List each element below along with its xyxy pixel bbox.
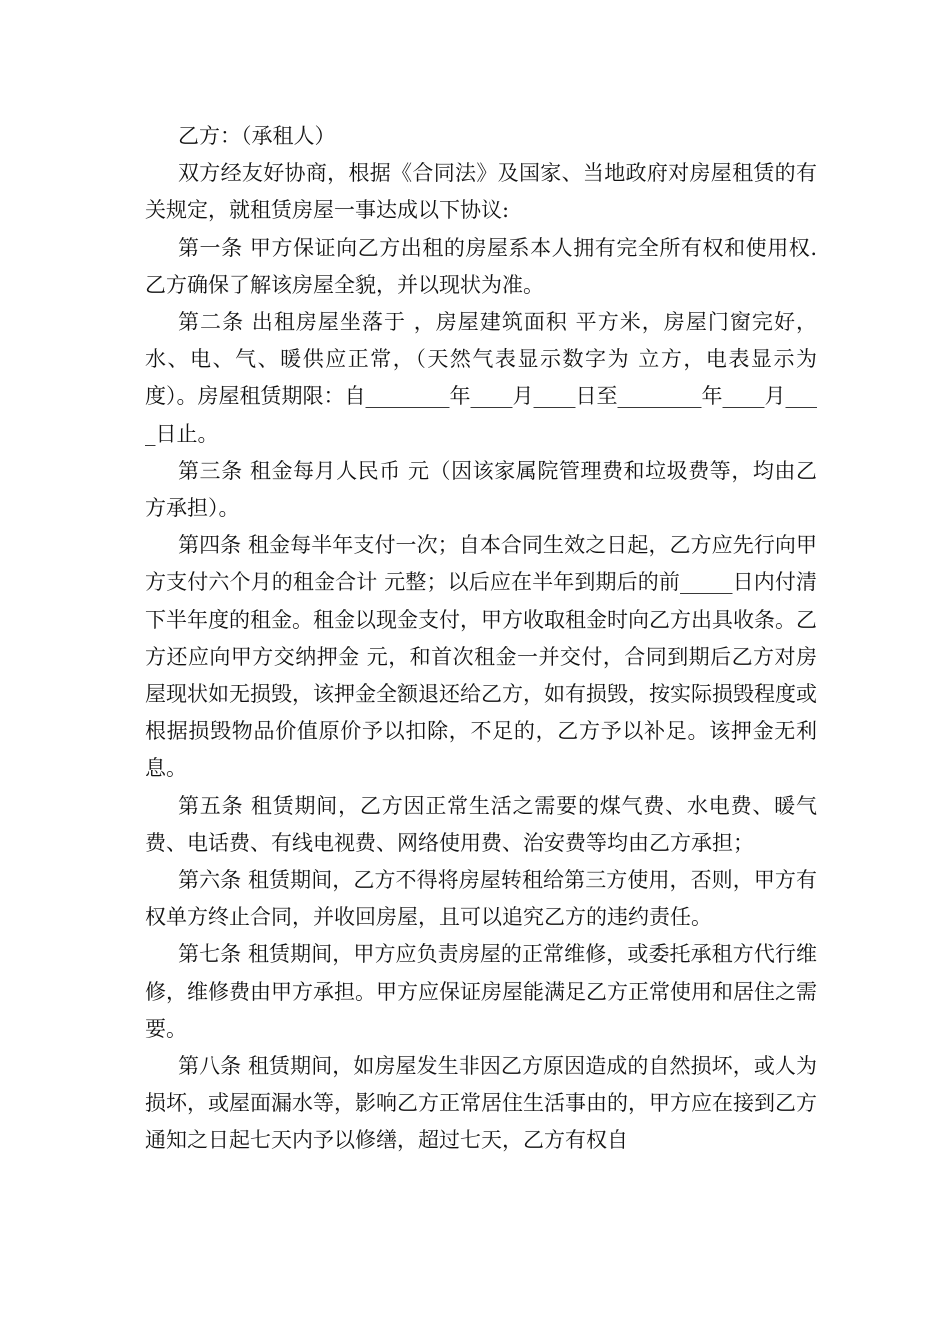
party-b-line: 乙方：（承租人） — [178, 124, 336, 148]
article-2-paragraph: 第二条 出租房屋坐落于 ，房屋建筑面积 平方米，房屋门窗完好，水、电、气、暖供应正常，（天然气表显示数字为 立方，电表显示为 度）。房屋租赁期限：自________年____月____日至________年____月____日止。 — [145, 310, 817, 446]
article-1-paragraph: 第一条 甲方保证向乙方出租的房屋系本人拥有完全所有权和使用权.乙方确保了解该房屋全貌，并以现状为准。 — [145, 235, 817, 297]
article-7-paragraph: 第七条 租赁期间，甲方应负责房屋的正常维修，或委托承租方代行维修，维修费由甲方承担。甲方应保证房屋能满足乙方正常使用和居住之需要。 — [145, 942, 817, 1041]
article-6-paragraph: 第六条 租赁期间，乙方不得将房屋转租给第三方使用，否则，甲方有权单方终止合同，并收回房屋，且可以追究乙方的违约责任。 — [145, 868, 817, 930]
document-body — [145, 118, 817, 1160]
article-5-paragraph: 第五条 租赁期间，乙方因正常生活之需要的煤气费、水电费、暖气费、电话费、有线电视费、网络使用费、治安费等均由乙方承担； — [145, 793, 817, 855]
article-4-paragraph: 第四条 租金每半年支付一次；自本合同生效之日起，乙方应先行向甲方支付六个月的租金合计 元整；以后应在半年到期后的前_____日内付清下半年度的租金。租金以现金支付，甲方收取租金时向乙方出具收条。乙方还应向甲方交纳押金 元，和首次租金一并交付，合同到期后乙方对房屋现状如无损毁，该押金全额退还给乙方，如有损毁，按实际损毁程度或根据损毁物品价值原价予以扣除，不足的，乙方予以补足。该押金无利息。 — [145, 533, 817, 781]
preamble-paragraph: 双方经友好协商，根据《合同法》及国家、当地政府对房屋租赁的有关规定，就租赁房屋一事达成以下协议: — [145, 161, 817, 223]
article-8-paragraph: 第八条 租赁期间，如房屋发生非因乙方原因造成的自然损坏，或人为损坏，或屋面漏水等，影响乙方正常居住生活事由的，甲方应在接到乙方通知之日起七天内予以修缮，超过七天，乙方有权自 — [145, 1054, 817, 1153]
article-3-paragraph: 第三条 租金每月人民币 元（因该家属院管理费和垃圾费等，均由乙方承担）。 — [145, 458, 817, 521]
